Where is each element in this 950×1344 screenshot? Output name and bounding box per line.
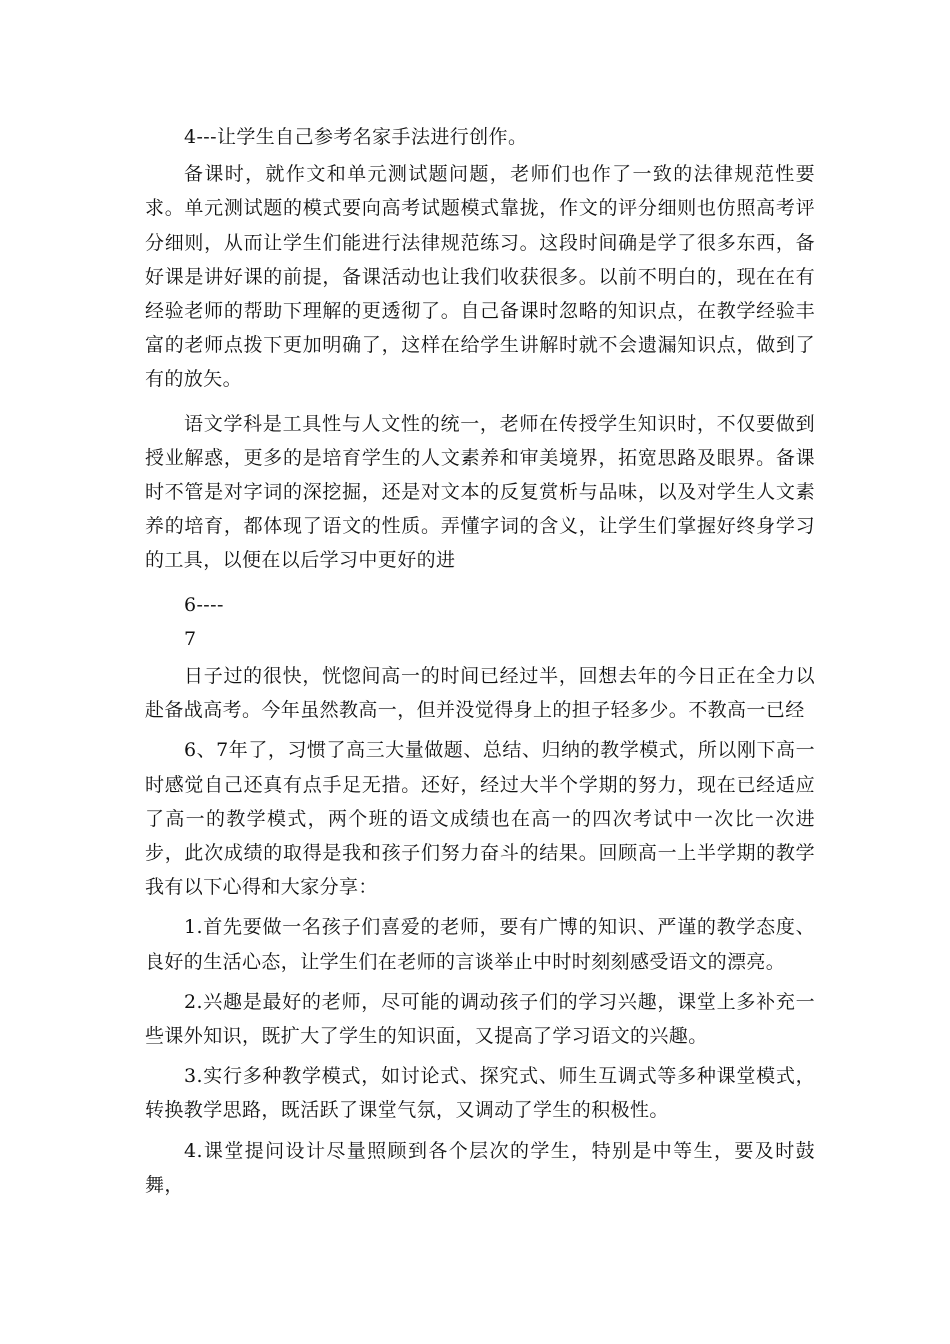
list-item-4: 4.课堂提问设计尽量照顾到各个层次的学生，特别是中等生，要及时鼓舞， [145,1139,815,1196]
list-item-2: 2.兴趣是最好的老师，尽可能的调动孩子们的学习兴趣，课堂上多补充一些课外知识，既扩大了学生的知识面，又提高了学习语文的兴趣。 [145,990,815,1048]
paragraph-chinese-subject: 语文学科是工具性与人文性的统一，老师在传授学生知识时，不仅要做到授业解惑，更多的是培育学生的人文素养和审美境界，拓宽思路及眼界。备课时不管是对字词的深挖掘，还是对文本的反复赏析与品味，以及对学生人文素养的培育，都体现了语文的性质。弄懂字词的含义，让学生们掌握好终身学习的工具，以便在以后学习中更好的进 [145,412,815,572]
paragraph-item-4: 4---让学生自己参考名家手法进行创作。 [184,126,528,148]
paragraph-lesson-prep: 备课时，就作文和单元测试题问题，老师们也作了一致的法律规范性要求。单元测试题的模式要向高考试题模式靠拢，作文的评分细则也仿照高考评分细则，从而让学生们能进行法律规范练习。这段时间确是学了很多东西，备好课是讲好课的前提，备课活动也让我们收获很多。以前不明白的，现在在有经验老师的帮助下理解的更透彻了。自己备课时忽略的知识点，在教学经验丰富的老师点拨下更加明确了，这样在给学生讲解时就不会遗漏知识点，做到了有的放矢。 [145,163,815,391]
list-item-1: 1.首先要做一名孩子们喜爱的老师，要有广博的知识、严谨的教学态度、良好的生活心态，让学生们在老师的言谈举止中时时刻刻感受语文的漂亮。 [145,916,815,973]
paragraph-time-flies: 日子过的很快，恍惚间高一的时间已经过半，回想去年的今日正在全力以赴备战高考。今年虽然教高一，但并没觉得身上的担子轻多少。不教高一已经 [145,665,815,722]
document-body [145,120,815,1202]
paragraph-teaching-mode: 6、7年了，习惯了高三大量做题、总结、归纳的教学模式，所以刚下高一时感觉自己还真有点手足无措。还好，经过大半个学期的努力，现在已经适应了高一的教学模式，两个班的语文成绩也在高一的四次考试中一次比一次进步，此次成绩的取得是我和孩子们努力奋斗的结果。回顾高一上半学期的教学我有以下心得和大家分享： [145,739,815,899]
list-item-3: 3.实行多种教学模式，如讨论式、探究式、师生互调式等多种课堂模式，转换教学思路，既活跃了课堂气氛，又调动了学生的积极性。 [145,1065,815,1122]
page-marker-6: 6---- [184,593,224,616]
page-marker-7: 7 [184,627,197,650]
